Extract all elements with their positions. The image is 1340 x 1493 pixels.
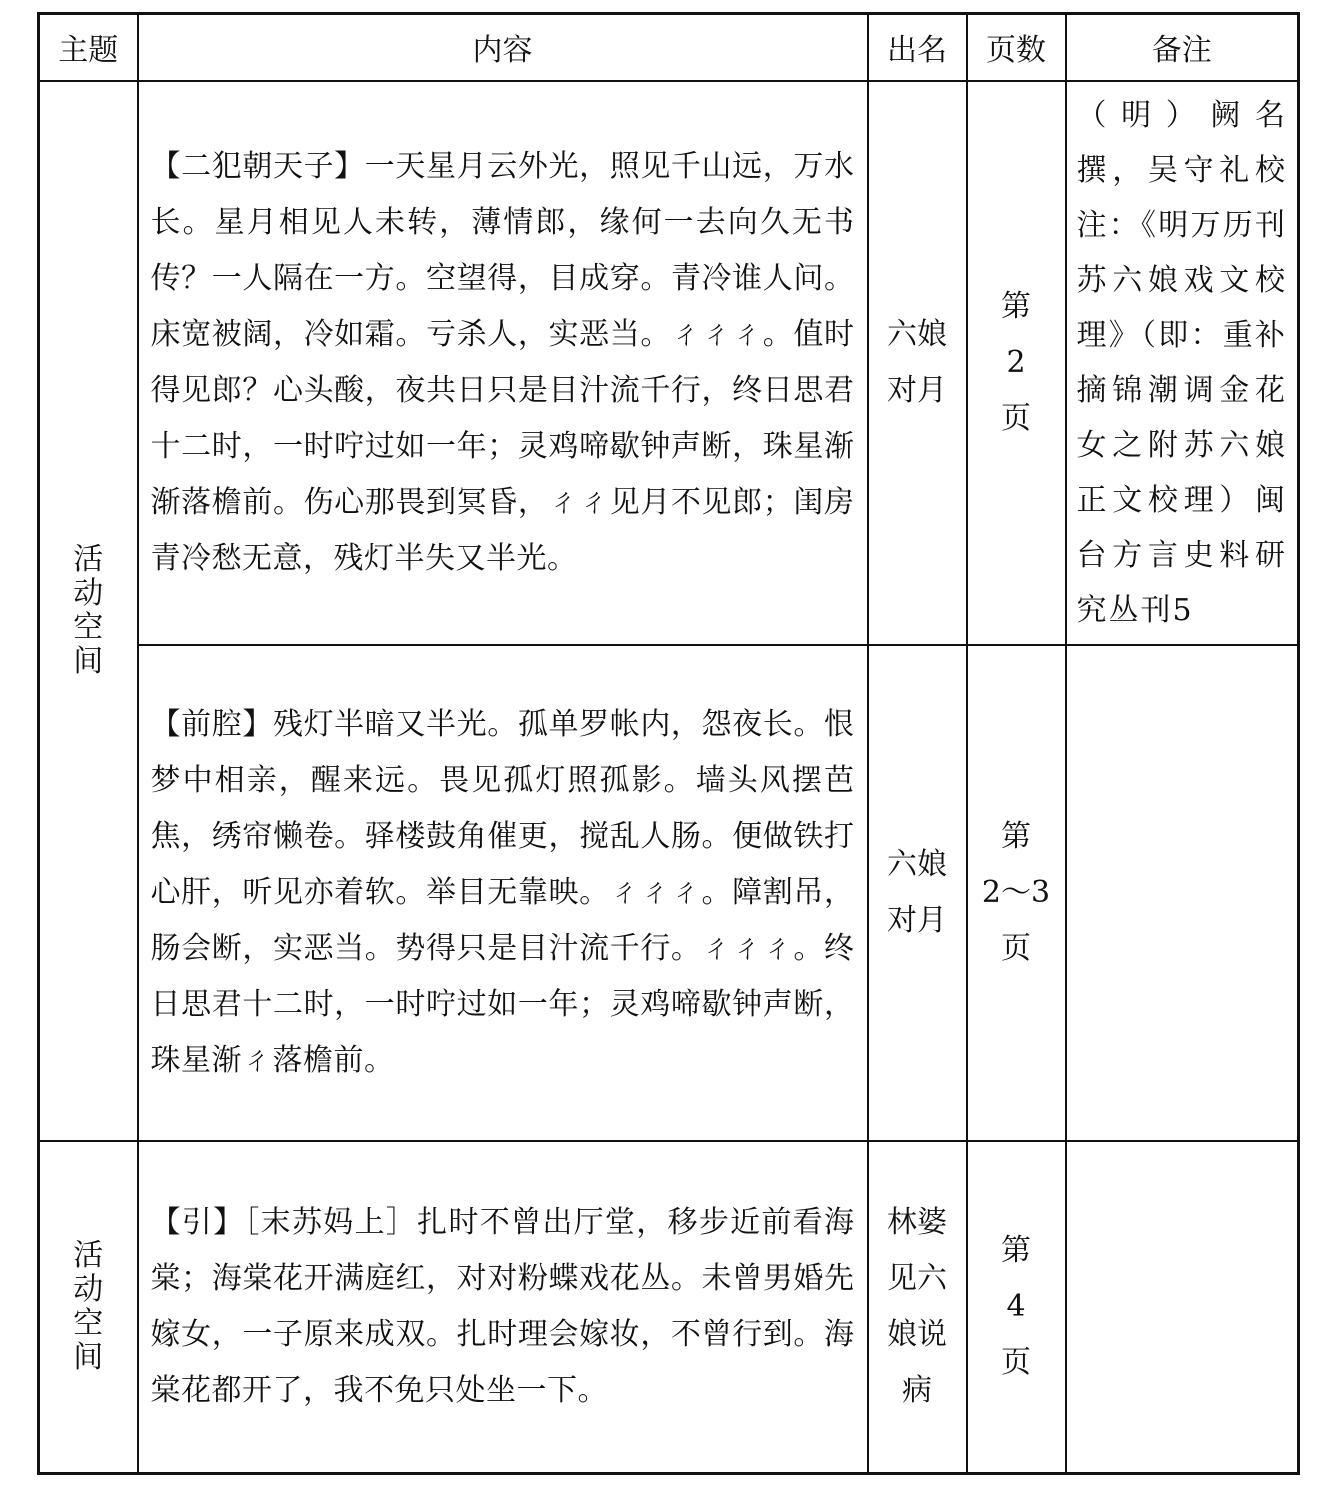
- source-line: 娘说: [887, 1316, 947, 1352]
- page-line: 页: [1001, 400, 1031, 436]
- header-page: 页数: [967, 14, 1066, 81]
- table-row: [39, 1141, 1299, 1474]
- page-cell: [967, 1141, 1066, 1474]
- page-line: 2: [1006, 344, 1026, 380]
- note-cell: （明）阙名撰，吴守礼校注：《明万历刊苏六娘戏文校理》（即：重补摘锦潮调金花女之附苏六娘正文校理）闽台方言史料研究丛刊5: [1066, 81, 1299, 645]
- source-cell: [868, 81, 967, 645]
- note-cell: [1066, 645, 1299, 1141]
- theme-cell: [39, 81, 138, 1141]
- source-cell: [868, 1141, 967, 1474]
- theme-text: 活动空间: [73, 1237, 104, 1375]
- source-line: 病: [902, 1372, 932, 1408]
- source-line: 对月: [887, 902, 947, 938]
- source-line: 对月: [887, 372, 947, 408]
- page-line: 页: [1001, 930, 1031, 966]
- source-cell: [868, 645, 967, 1141]
- header-note: 备注: [1066, 14, 1299, 81]
- source-line: 林婆: [887, 1204, 947, 1240]
- page-line: 4: [1006, 1288, 1026, 1324]
- page-line: 第: [1001, 818, 1031, 854]
- content-cell: 【二犯朝天子】一天星月云外光，照见千山远，万水长。星月相见人未转，薄情郎，缘何一去向久无书传？一人隔在一方。空望得，目成穿。青冷谁人问。床宽被阔，冷如霜。亏杀人，实恶当。ㄔㄔㄔ。值时得见郎？心头酸，夜共日只是目汁流千行，终日思君十二时，一时咛过如一年；灵鸡啼歇钟声断，珠星渐渐落檐前。伤心那畏到冥昏，ㄔㄔ见月不见郎；闺房青冷愁无意，残灯半失又半光。: [138, 81, 868, 645]
- page-cell: [967, 645, 1066, 1141]
- theme-cell: [39, 1141, 138, 1474]
- table-row: [39, 645, 1299, 1141]
- source-line: 六娘: [887, 316, 947, 352]
- page-line: 页: [1001, 1344, 1031, 1380]
- header-content: 内容: [138, 14, 868, 81]
- content-cell: 【引】［末苏妈上］扎时不曾出厅堂，移步近前看海棠；海棠花开满庭红，对对粉蝶戏花丛。未曾男婚先嫁女，一子原来成双。扎时理会嫁妆，不曾行到。海棠花都开了，我不免只处坐一下。: [138, 1141, 868, 1474]
- data-table: [37, 12, 1300, 1475]
- page-cell: [967, 81, 1066, 645]
- page-line: 第: [1001, 1232, 1031, 1268]
- source-line: 六娘: [887, 846, 947, 882]
- page-line: 第: [1001, 288, 1031, 324]
- theme-text: 活动空间: [73, 541, 104, 679]
- note-cell: [1066, 1141, 1299, 1474]
- header-row: [39, 14, 1299, 81]
- content-cell: 【前腔】残灯半暗又半光。孤单罗帐内，怨夜长。恨梦中相亲，醒来远。畏见孤灯照孤影。墙头风摆芭焦，绣帘懒卷。驿楼鼓角催更，搅乱人肠。便做铁打心肝，听见亦着软。举目无靠映。ㄔㄔㄔ。障割吊，肠会断，实恶当。势得只是目汁流千行。ㄔㄔㄔ。终日思君十二时，一时咛过如一年；灵鸡啼歇钟声断，珠星渐ㄔ落檐前。: [138, 645, 868, 1141]
- page-line: 2～3: [981, 874, 1051, 910]
- source-line: 见六: [887, 1260, 947, 1296]
- header-source: 出名: [868, 14, 967, 81]
- header-theme: 主题: [39, 14, 138, 81]
- table-row: [39, 81, 1299, 645]
